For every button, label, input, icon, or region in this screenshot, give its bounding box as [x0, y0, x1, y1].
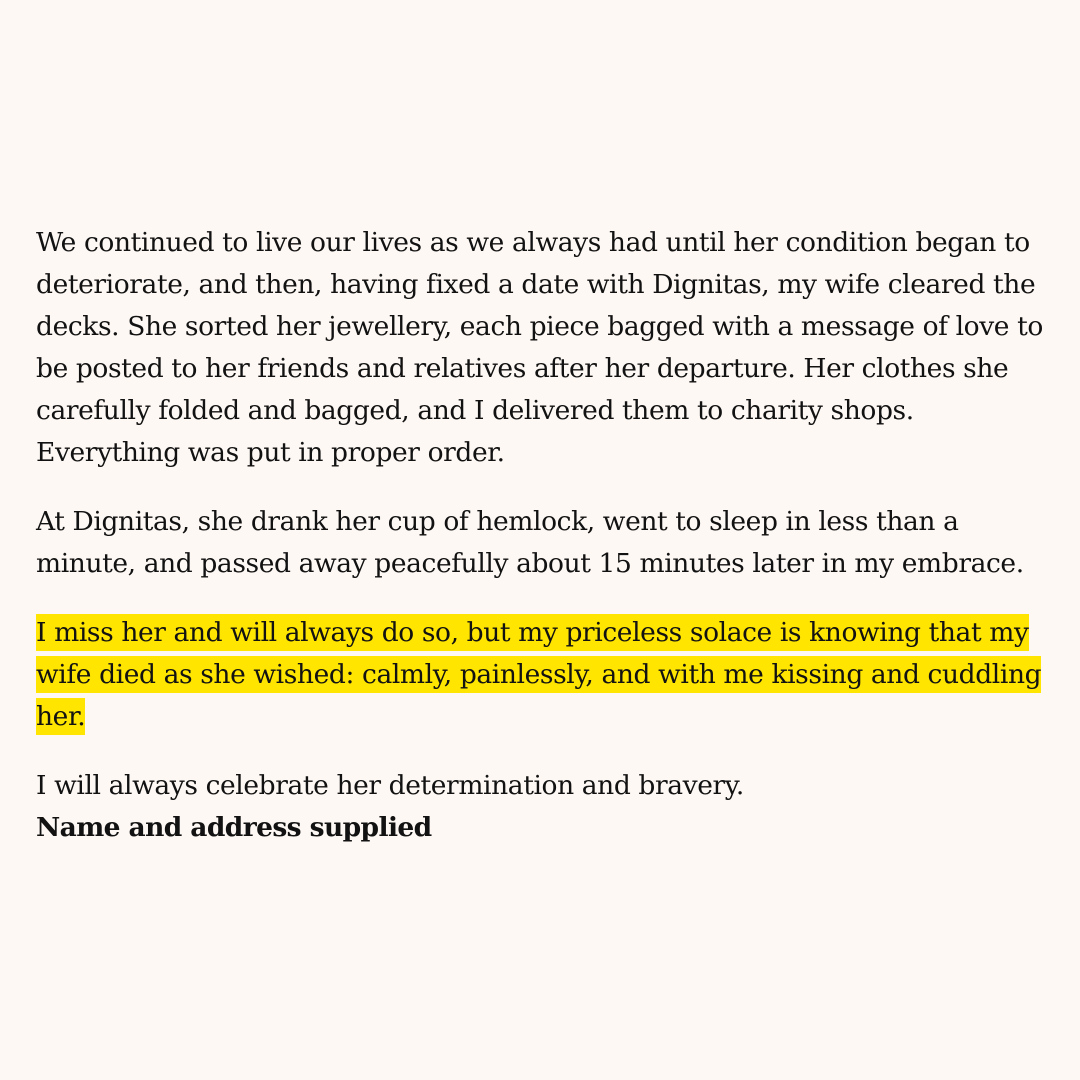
- paragraph-celebration: I will always celebrate her determination and bravery.: [36, 770, 744, 801]
- paragraph-final-arrangements: We continued to live our lives as we always had until her condition began to deteriorate, and then, having fixed a date with Dignitas, my wife cleared the decks. She sorted her jewellery, each piece bagged with a message of love to be posted to her friends and relatives after her departure. Her clothes she carefully folded and bagged, and I delivered them to charity shops. Everything was put in proper order.: [36, 227, 1043, 468]
- signature: Name and address supplied: [36, 812, 432, 843]
- paragraph-highlighted-quote: [36, 612, 1046, 738]
- highlighted-text: I miss her and will always do so, but my priceless solace is knowing that my wife died as she wished: calmly, painlessly, and with me kissing and cuddling her.: [36, 614, 1041, 735]
- paragraph-dignitas: At Dignitas, she drank her cup of hemlock, went to sleep in less than a minute, and passed away peacefully about 15 minutes later in my embrace.: [36, 506, 1024, 579]
- letter-body: [36, 222, 1046, 849]
